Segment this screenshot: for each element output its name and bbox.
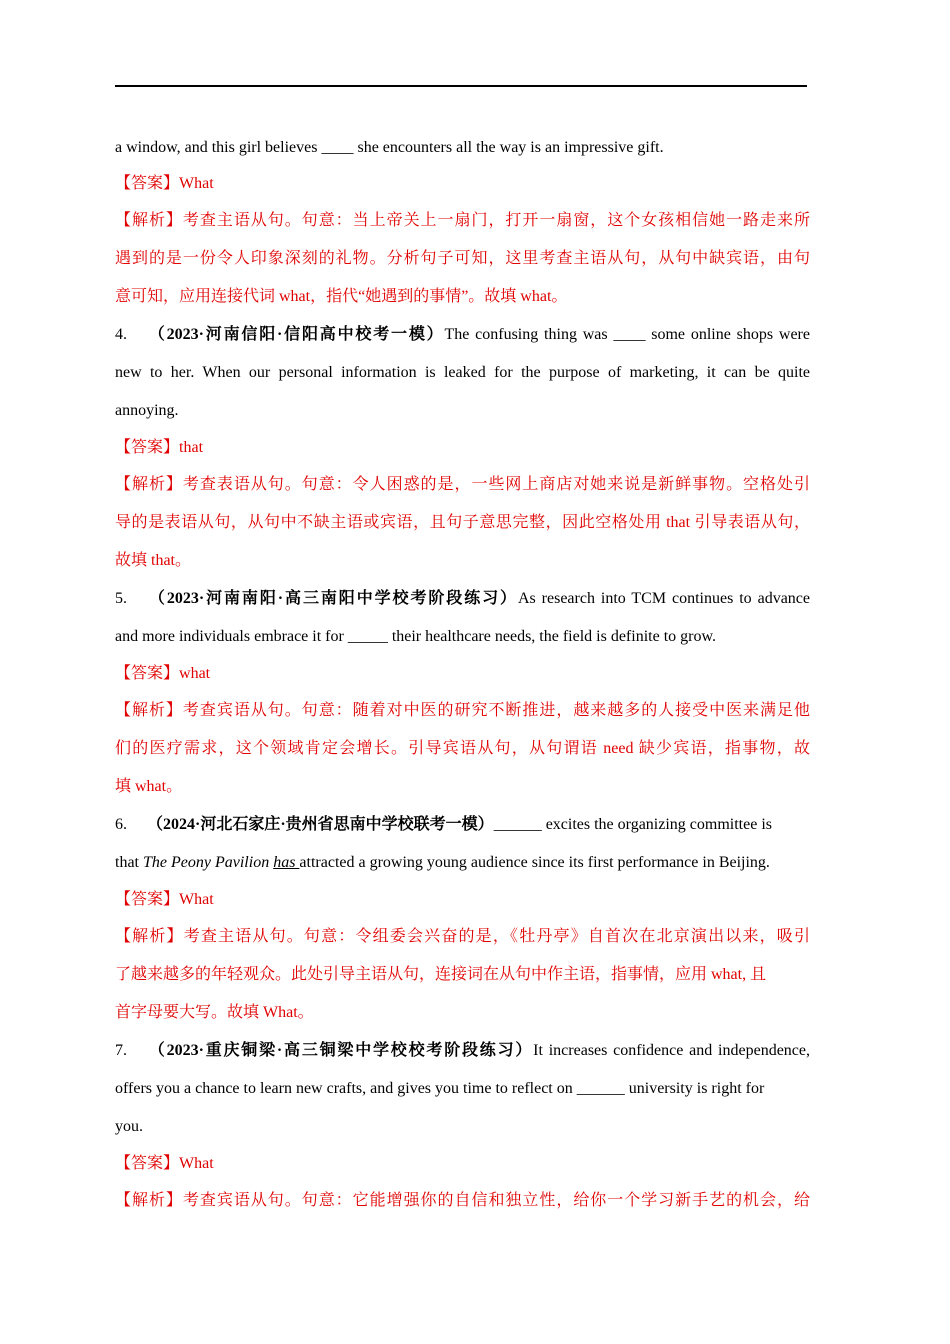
q3-analysis-line-3: 意可知，应用连接代词 what，指代“她遇到的事情”。故填 what。 [115,288,568,305]
q7-question-line-3: you. [115,1118,143,1135]
q4-analysis-line-1: 【解析】考查表语从句。句意：令人困惑的是，一些网上商店对她来说是新鲜事物。空格处引 [115,476,810,493]
q5-analysis-line-2: 们的医疗需求，这个领域肯定会增长。引导宾语从句，从句谓语 need 缺少宾语，指事物，故 [115,740,810,757]
title-italic: The Peony Pavilion [143,854,270,871]
q6-answer: 【答案】What [115,891,214,908]
document-body [115,130,810,1220]
q3-answer [115,166,810,202]
analysis-label: 【解析】 [115,212,183,229]
q7-analysis-line-1: 【解析】考查宾语从句。句意：它能增强你的自信和独立性，给你一个学习新手艺的机会，给 [115,1192,810,1209]
q4-answer: 【答案】that [115,439,204,456]
q4-analysis-line-2: 导的是表语从句，从句中不缺主语或宾语，且句子意思完整，因此空格处用 that 引导表语从句， [115,514,810,531]
q6-question-line-2: that The Peony Pavilion has attracted a growing young audience since its first performance in Beijing. [115,854,770,871]
q4-question-line-1: 4. （2023·河南信阳·信阳高中校考一模）The confusing thing was ____ some online shops were [115,316,810,354]
q5-analysis-line-3: 填 what。 [115,778,183,795]
answer-label: 【答案】 [115,175,180,192]
q3-analysis-line-2: 遇到的是一份令人印象深刻的礼物。分析句子可知，这里考查主语从句，从句中缺宾语，由句 [115,250,810,267]
q6-analysis-line-1: 【解析】考查主语从句。句意：令组委会兴奋的是，《牡丹亭》自首次在北京演出以来，吸引 [115,928,810,945]
q3-analysis-line-1: 【解析】考查主语从句。句意：当上帝关上一扇门，打开一扇窗，这个女孩相信她一路走来所 [115,212,810,229]
q6-analysis-line-2: 了越来越多的年轻观众。此处引导主语从句，连接词在从句中作主语，指事情，应用 what, 且 [115,966,767,983]
q6-analysis-line-3: 首字母要大写。故填 What。 [115,1004,314,1021]
q5-question-line-2: and more individuals embrace it for _____ their healthcare needs, the field is definite to grow. [115,628,716,645]
header-rule [115,85,807,87]
q4-question-line-2: new to her. When our personal information is leaked for the purpose of marketing, it can be quite [115,364,810,381]
question-number: 4. [115,326,127,343]
q3-text-line: a window, and this girl believes ____ she encounters all the way is an impressive gift. [115,139,664,156]
q5-answer: 【答案】what [115,665,211,682]
q7-question-line-1: 7. （2023·重庆铜梁·高三铜梁中学校校考阶段练习）It increases confidence and independence, [115,1042,810,1059]
q5-analysis-line-1: 【解析】考查宾语从句。句意：随着对中医的研究不断推进，越来越多的人接受中医来满足他 [115,702,810,719]
q4-analysis-line-3: 故填 that。 [115,552,191,569]
q7-answer: 【答案】What [115,1155,214,1172]
answer-value: What [179,175,214,192]
q6-question-line-1: 6. （2024·河北石家庄·贵州省思南中学校联考一模）______ excites the organizing committee is [115,816,772,833]
q5-question-line-1: 5. （2023·河南南阳·高三南阳中学校考阶段练习）As research into TCM continues to advance [115,590,810,607]
underlined-word: has [273,854,300,871]
q4-question-line-3: annoying. [115,402,179,419]
question-source: （2023·河南信阳·信阳高中校考一模） [147,326,445,343]
q7-question-line-2: offers you a chance to learn new crafts, and gives you time to reflect on ______ university is right for [115,1080,765,1097]
